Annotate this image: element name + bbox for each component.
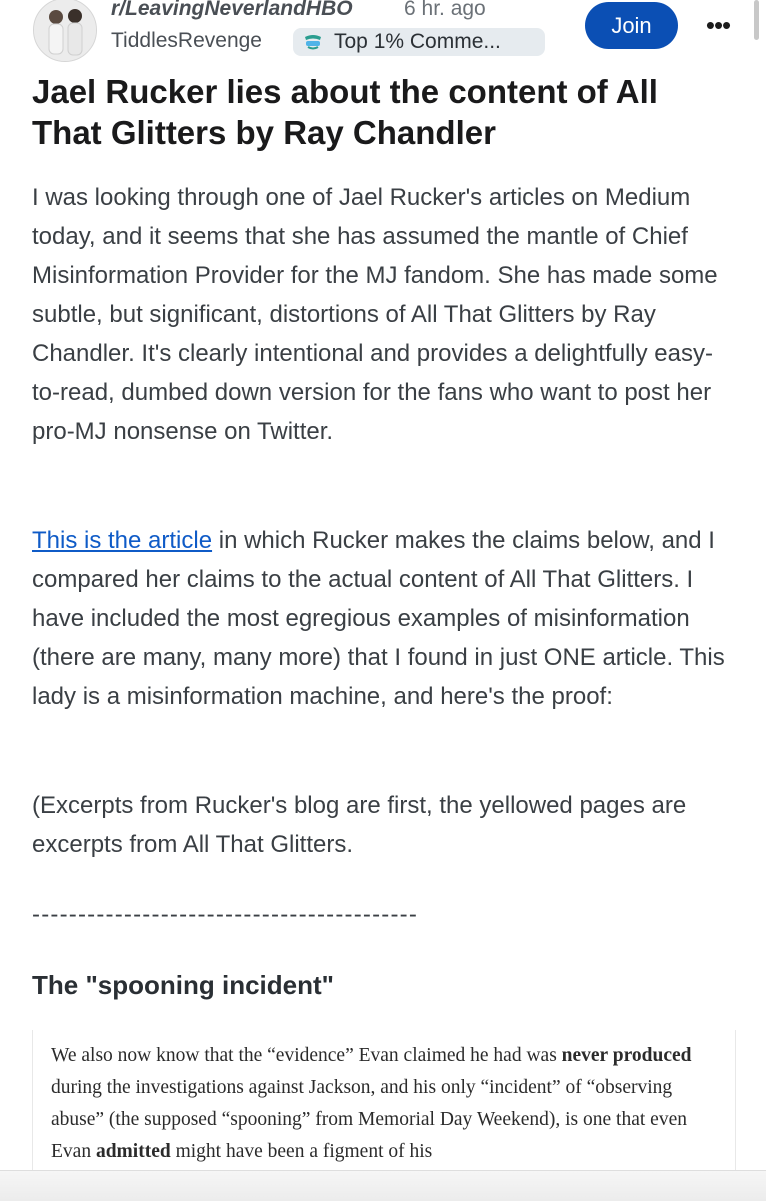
post-paragraph-2-text: in which Rucker makes the claims below, and I compared her claims to the actual content of All That Glitters. I have included the most egregious examples of misinformation (there are many, many more) that I found in just ONE article. This lady is a misinformation machine, and here's the proof: xyxy=(32,527,725,710)
excerpt-text-part: might have been a figment of his xyxy=(170,1141,433,1162)
section-heading: The "spooning incident" xyxy=(32,970,334,1000)
post-paragraph-3: (Excerpts from Rucker's blog are first, the yellowed pages are excerpts from All That Glitters. xyxy=(32,792,687,858)
post-time: 6 hr. ago xyxy=(404,0,486,20)
join-button[interactable]: Join xyxy=(585,2,678,49)
scrollbar[interactable] xyxy=(754,0,759,40)
avatar-photo-icon xyxy=(34,0,96,61)
excerpt-bold-part: never produced xyxy=(561,1045,692,1066)
excerpt-image[interactable] xyxy=(32,1030,736,1170)
more-options-icon[interactable]: ••• xyxy=(705,10,731,40)
post-header xyxy=(0,0,766,72)
post-paragraph-2 xyxy=(32,521,732,716)
article-link[interactable]: This is the article xyxy=(32,527,213,554)
author-username[interactable]: TiddlesRevenge xyxy=(111,29,262,52)
divider-line: ------------------------------------------ xyxy=(32,901,419,928)
bottom-bar xyxy=(0,1170,766,1201)
post-title: Jael Rucker lies about the content of All That Glitters by Ray Chandler xyxy=(32,73,658,151)
flair-badge-icon xyxy=(303,34,323,50)
excerpt-text-part: during the investigations against Jackson, and his only “incident” of “observing abuse” (the supposed “spooning” from Memorial Day Weekend), is one that even Evan xyxy=(51,1077,687,1162)
subreddit-name[interactable]: r/LeavingNeverlandHBO xyxy=(111,0,353,20)
user-flair xyxy=(293,28,545,56)
subreddit-avatar[interactable] xyxy=(33,0,97,62)
post-paragraph-1: I was looking through one of Jael Rucker's articles on Medium today, and it seems that she has assumed the mantle of Chief Misinformation Provider for the MJ fandom. She has made some subtle, but significant, distortions of All That Glitters by Ray Chandler. It's clearly intentional and provides a delightfully easy-to-read, dumbed down version for the fans who want to post her pro-MJ nonsense on Twitter. xyxy=(32,184,718,445)
excerpt-bold-part: admitted xyxy=(95,1141,171,1162)
excerpt-text xyxy=(51,1040,721,1168)
flair-label: Top 1% Comme... xyxy=(334,30,501,53)
excerpt-text-part: We also now know that the “evidence” Evan claimed he had was xyxy=(51,1045,562,1066)
